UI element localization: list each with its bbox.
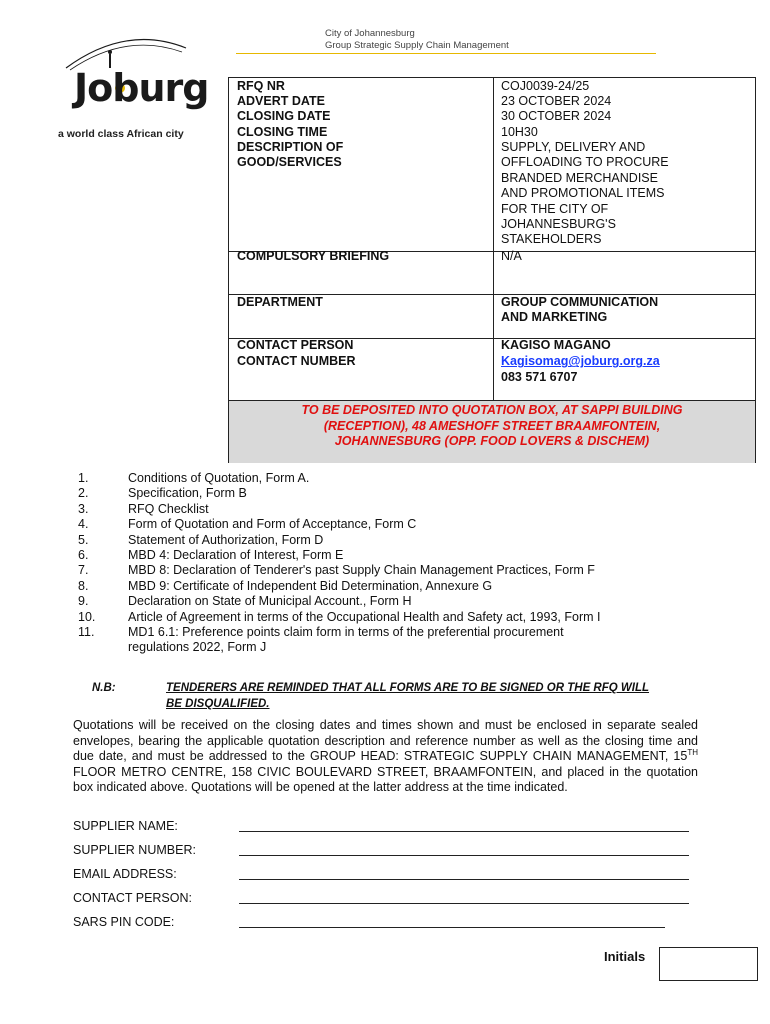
list-item: 10. Article of Agreement in terms of the Occupational Health and Safety act, 1993, Form I (78, 609, 601, 624)
list-item: 6. MBD 4: Declaration of Interest, Form E (78, 548, 344, 563)
initials-label: Initials (604, 949, 646, 964)
contact-number-label: CONTACT NUMBER (237, 354, 356, 369)
closing-time-label: CLOSING TIME (237, 125, 328, 139)
field-label: EMAIL ADDRESS: (73, 867, 177, 881)
initials-box[interactable] (659, 947, 758, 981)
description-label-line: GOOD/SERVICES (237, 155, 342, 170)
contact-number-value: 083 571 6707 (501, 369, 578, 384)
contact-person-value: KAGISO MAGANO (501, 338, 611, 352)
description-line: AND PROMOTIONAL ITEMS (501, 186, 665, 201)
description-value (501, 140, 751, 248)
document-header (325, 28, 509, 52)
nb-warning: TENDERERS ARE REMINDED THAT ALL FORMS ARE TO BE SIGNED OR THE RFQ WILL BE DISQUALIFIED. (166, 682, 650, 710)
description-line: JOHANNESBURG'S (501, 217, 616, 232)
deposit-instructions (229, 401, 755, 463)
fill-line[interactable] (239, 927, 665, 928)
deposit-line: JOHANNESBURG (OPP. FOOD LOVERS & DISCHEM) (334, 434, 650, 448)
briefing-value: N/A (501, 249, 522, 263)
header-department: Group Strategic Supply Chain Management (325, 40, 509, 51)
contact-labels (237, 338, 356, 370)
department-value (501, 295, 751, 326)
list-item: 7. MBD 8: Declaration of Tenderer's past Supply Chain Management Practices, Form F (78, 563, 595, 578)
logo-wordmark: Joburg (74, 66, 209, 110)
deposit-line: (RECEPTION), 48 AMESHOFF STREET BRAAMFONTEIN, (323, 418, 661, 433)
field-label: SUPPLIER NUMBER: (73, 843, 196, 857)
description-line: SUPPLY, DELIVERY AND (501, 140, 646, 154)
department-label: DEPARTMENT (237, 295, 323, 309)
rfq-details-table (228, 77, 756, 463)
closing-time-value: 10H30 (501, 125, 538, 139)
fill-line[interactable] (239, 855, 689, 856)
list-item: 5. Statement of Authorization, Form D (78, 532, 324, 547)
description-line: FOR THE CITY OF (501, 201, 609, 216)
deposit-line: TO BE DEPOSITED INTO QUOTATION BOX, AT SAPPI BUILDING (301, 403, 683, 417)
contact-email-link[interactable]: Kagisomag@joburg.org.za (501, 354, 660, 369)
nb-label: N.B: (92, 682, 116, 694)
list-item: 2. Specification, Form B (78, 486, 247, 501)
submission-instructions: Quotations will be received on the closing dates and times shown and must be enclosed in separate sealed envelopes, bearing the applicable quotation description and reference number as well as the closing time and due date, and must be addressed to the GROUP HEAD: STRATEGIC SUPPLY CHAIN MANAGEMENT, 15TH FLOOR METRO CENTRE, 158 CIVIC BOULEVARD STREET, BRAAMFONTEIN, and placed in the quotation box indicated above. Quotations will be opened at the latter address at the time indicated. (73, 718, 698, 795)
list-item: 11. MD1 6.1: Preference points claim form in terms of the preferential procurement (78, 625, 564, 640)
closing-date-label: CLOSING DATE (237, 109, 331, 123)
description-line: OFFLOADING TO PROCURE (501, 155, 669, 170)
list-item: 1. Conditions of Quotation, Form A. (78, 471, 310, 485)
briefing-label: COMPULSORY BRIEFING (237, 249, 390, 263)
description-label-line: DESCRIPTION OF (237, 140, 344, 154)
fill-line[interactable] (239, 903, 689, 904)
list-item-continuation: regulations 2022, Form J (128, 640, 267, 655)
header-rule (236, 53, 656, 54)
logo-tagline: a world class African city (58, 128, 184, 140)
forms-list (78, 471, 698, 656)
description-line: BRANDED MERCHANDISE (501, 170, 658, 185)
field-label: SARS PIN CODE: (73, 915, 175, 929)
header-city: City of Johannesburg (325, 28, 415, 39)
table-column-divider (493, 78, 494, 400)
fill-line[interactable] (239, 831, 689, 832)
contact-values (501, 338, 751, 385)
department-line: AND MARKETING (501, 310, 608, 325)
fill-line[interactable] (239, 879, 689, 880)
contact-person-label: CONTACT PERSON (237, 338, 354, 352)
list-item: 4. Form of Quotation and Form of Acceptance, Form C (78, 517, 417, 532)
joburg-logo (56, 30, 209, 142)
description-label (237, 140, 343, 171)
advert-date-label: ADVERT DATE (237, 94, 325, 108)
closing-date-value: 30 OCTOBER 2024 (501, 109, 612, 123)
list-item: 3. RFQ Checklist (78, 501, 209, 516)
field-label: SUPPLIER NAME: (73, 819, 178, 833)
rfq-nr-value: COJ0039-24/25 (501, 79, 590, 93)
field-label: CONTACT PERSON: (73, 891, 192, 905)
rfq-nr-label: RFQ NR (237, 79, 285, 93)
description-line: STAKEHOLDERS (501, 232, 602, 247)
advert-date-value: 23 OCTOBER 2024 (501, 94, 612, 108)
department-line: GROUP COMMUNICATION (501, 295, 659, 309)
list-item: 9. Declaration on State of Municipal Account., Form H (78, 594, 412, 609)
list-item: 8. MBD 9: Certificate of Independent Bid Determination, Annexure G (78, 578, 493, 593)
